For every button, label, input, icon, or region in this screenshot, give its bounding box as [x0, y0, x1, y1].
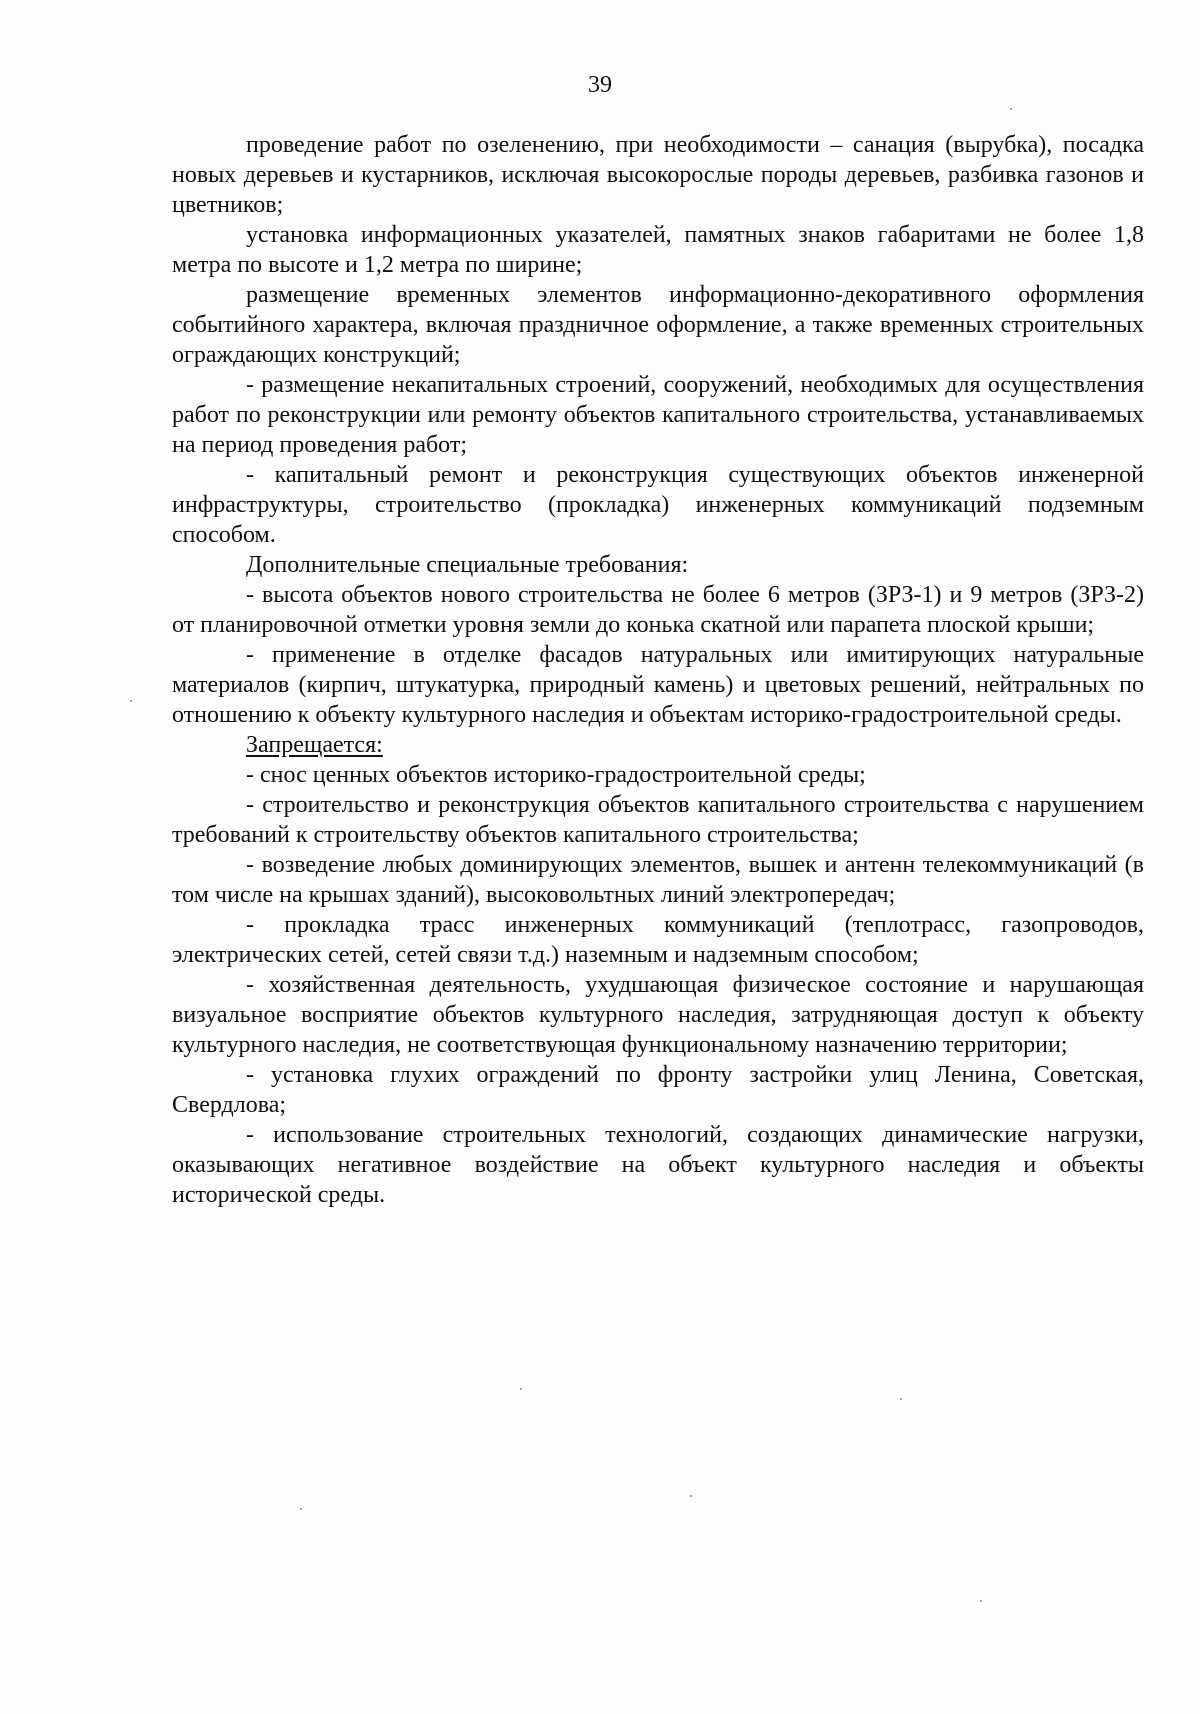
paragraph-blank-fences: - установка глухих ограждений по фронту застройки улиц Ленина, Советская, Свердлова; — [172, 1062, 1144, 1118]
scan-speck — [1010, 108, 1012, 110]
scan-speck — [130, 700, 132, 702]
section-heading-additional-requirements: Дополнительные специальные требования: — [246, 552, 689, 578]
scan-speck — [900, 1398, 902, 1400]
paragraph-building-height: - высота объектов нового строительства не более 6 метров (ЗРЗ-1) и 9 метров (ЗРЗ-2) от планировочной отметки уровня земли до конька скатной или парапета плоской крыши; — [172, 582, 1144, 638]
page-number: 39 — [588, 72, 612, 98]
paragraph-overhead-utilities: - прокладка трасс инженерных коммуникаций (теплотрасс, газопроводов, электрических сетей, сетей связи т.д.) наземным и надземным способом; — [172, 912, 1144, 968]
paragraph-temporary-structures: - размещение некапитальных строений, сооружений, необходимых для осуществления работ по реконструкции или ремонту объектов капитального строительства, устанавливаемых на период проведения работ; — [172, 372, 1144, 458]
paragraph-info-signs: установка информационных указателей, памятных знаков габаритами не более 1,8 метра по высоте и 1,2 метра по ширине; — [172, 222, 1144, 278]
scan-speck — [300, 1508, 302, 1510]
paragraph-landscaping: проведение работ по озеленению, при необходимости – санация (вырубка), посадка новых деревьев и кустарников, исключая высокорослые породы деревьев, разбивка газонов и цветников; — [172, 132, 1144, 218]
document-body — [172, 130, 1144, 1210]
scan-speck — [980, 1600, 982, 1602]
paragraph-construction-violation: - строительство и реконструкция объектов капитального строительства с нарушением требований к строительству объектов капитального строительства; — [172, 792, 1144, 848]
paragraph-facade-materials: - применение в отделке фасадов натуральных или имитирующих натуральные материалов (кирпич, штукатурка, природный камень) и цветовых решений, нейтральных по отношению к объекту культурного наследия и объектам историко-градостроительной среды. — [172, 642, 1144, 728]
paragraph-demolition: - снос ценных объектов историко-градостроительной среды; — [246, 762, 866, 788]
paragraph-dynamic-loads: - использование строительных технологий, создающих динамические нагрузки, оказывающих негативное воздействие на объект культурного наследия и объекты исторической среды. — [172, 1122, 1144, 1208]
prohibited-label: Запрещается: — [246, 732, 383, 758]
paragraph-dominant-elements: - возведение любых доминирующих элементов, вышек и антенн телекоммуникаций (в том числе на крышах зданий), высоковольтных линий электропередач; — [172, 852, 1144, 908]
scan-speck — [520, 1388, 522, 1390]
paragraph-temporary-decor: размещение временных элементов информационно-декоративного оформления событийного характера, включая праздничное оформление, а также временных строительных ограждающих конструкций; — [172, 282, 1144, 368]
paragraph-engineering-repair: - капитальный ремонт и реконструкция существующих объектов инженерной инфраструктуры, строительство (прокладка) инженерных коммуникаций подземным способом. — [172, 462, 1144, 548]
section-heading-prohibited — [172, 730, 1144, 760]
paragraph-economic-activity: - хозяйственная деятельность, ухудшающая физическое состояние и нарушающая визуальное восприятие объектов культурного наследия, затрудняющая доступ к объекту культурного наследия, не соответствующая функциональному назначению территории; — [172, 972, 1144, 1058]
scan-speck — [690, 1495, 692, 1497]
